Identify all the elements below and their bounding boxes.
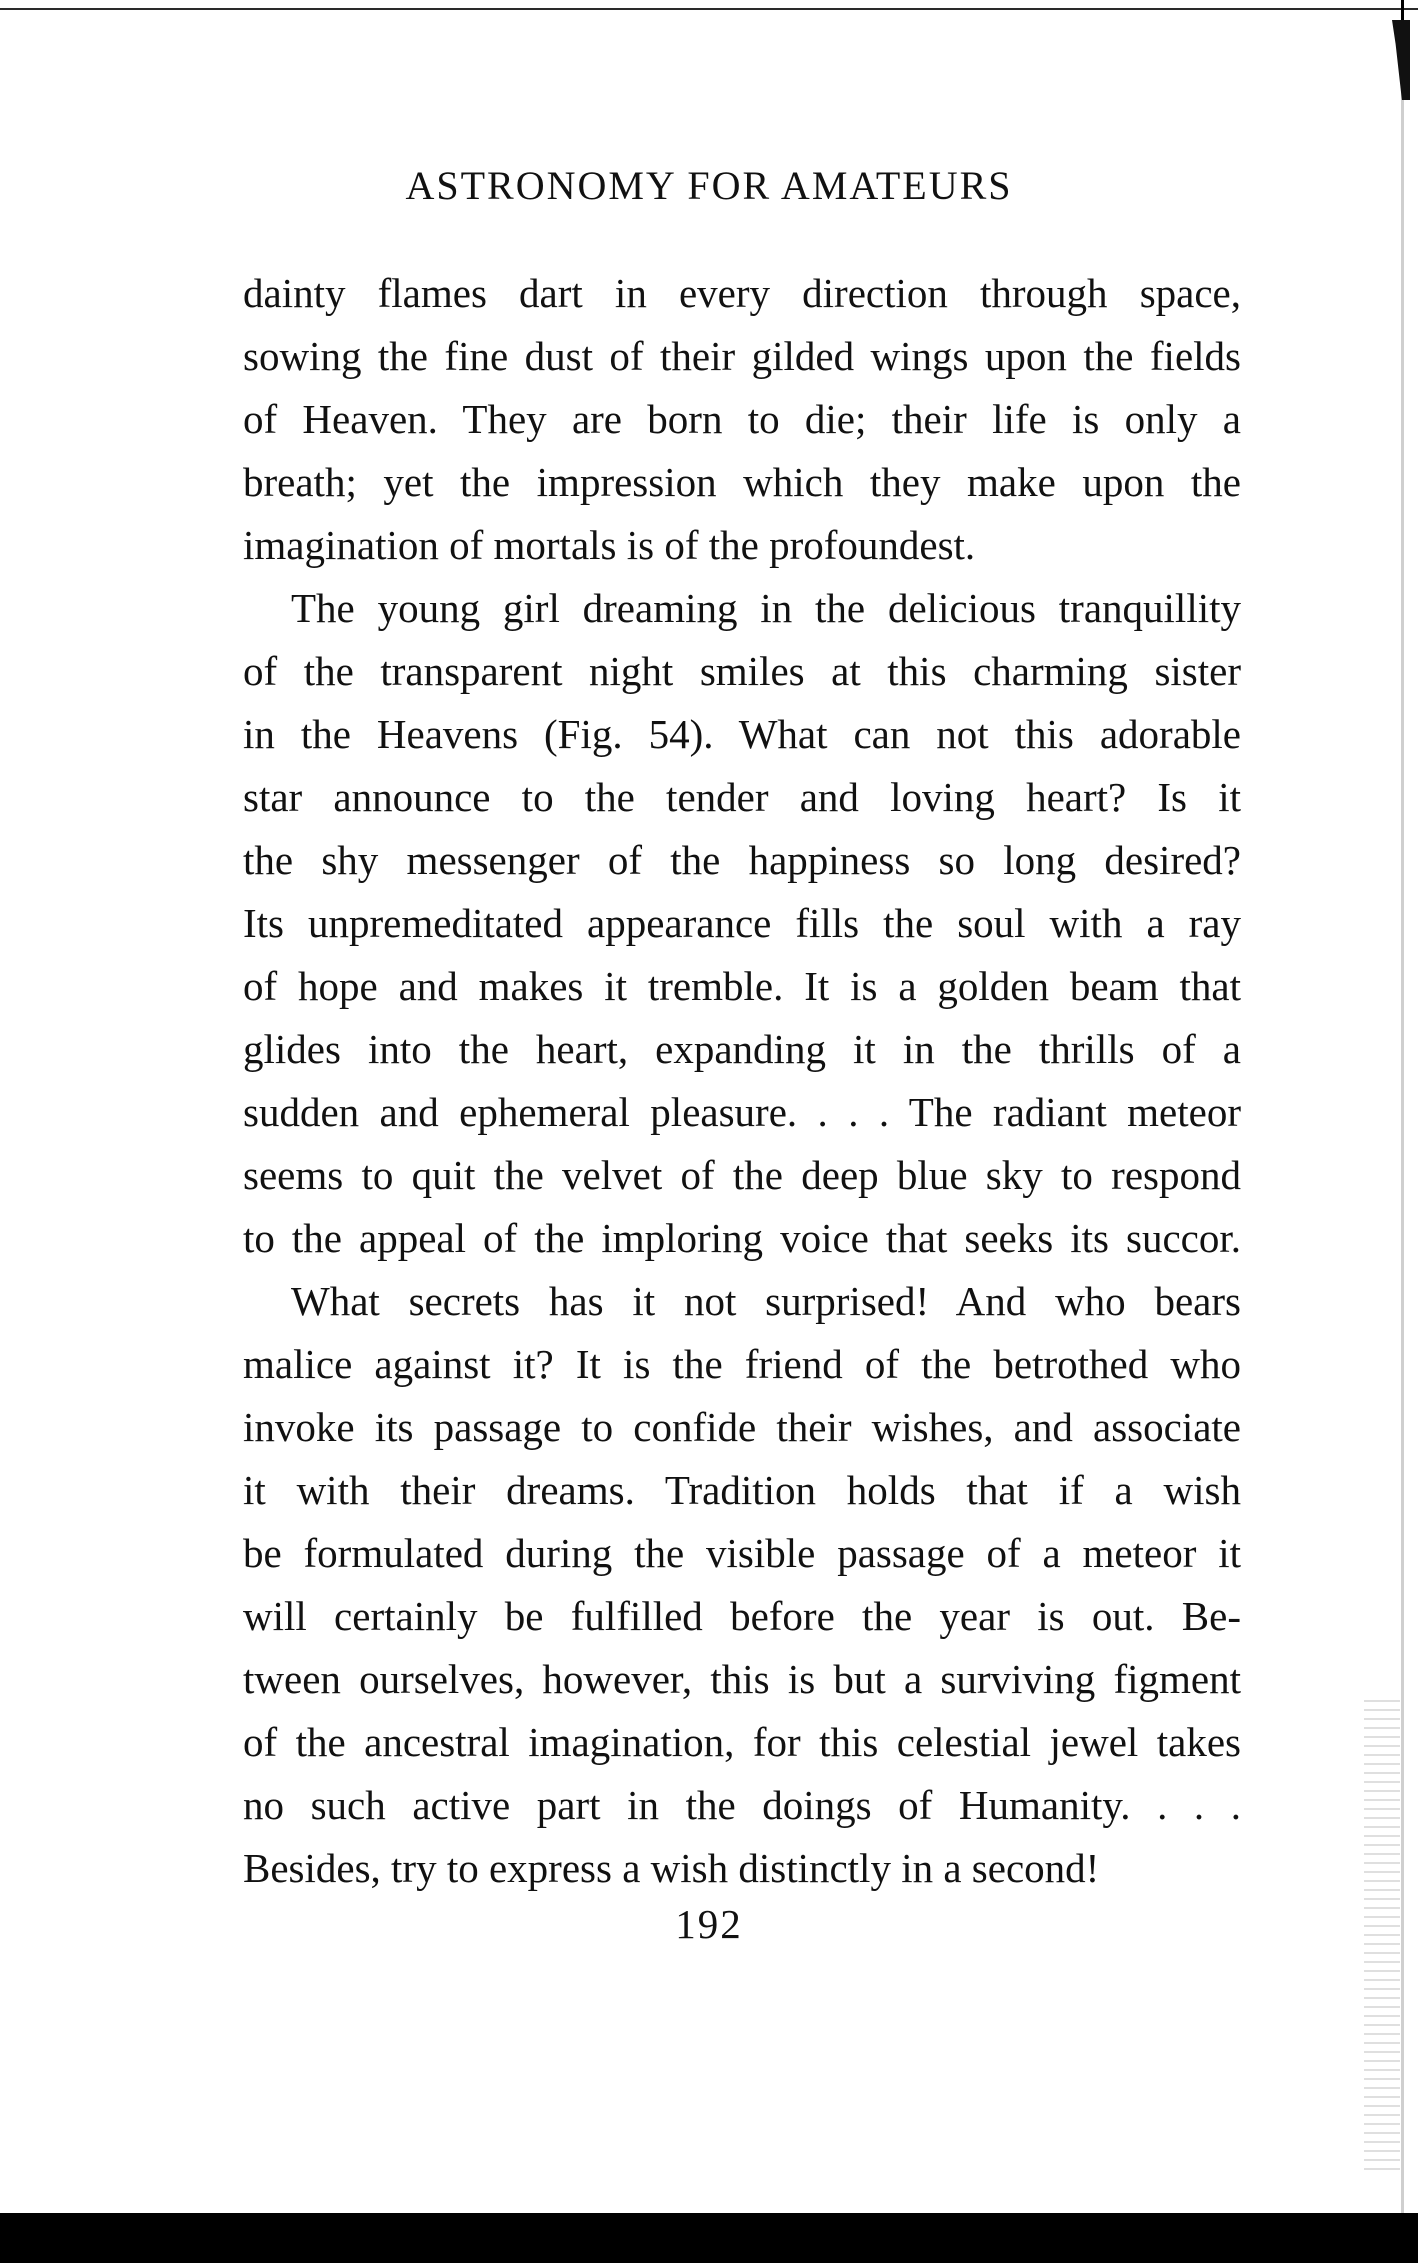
body-text xyxy=(243,262,1241,1900)
text-line: of the transparent night smiles at this charming sister xyxy=(243,648,1241,694)
scan-bottom-edge xyxy=(0,2213,1418,2263)
text-line: sowing the fine dust of their gilded wings upon the fields xyxy=(243,333,1241,379)
scan-corner-mark xyxy=(1392,20,1410,100)
text-line: of the ancestral imagination, for this celestial jewel takes xyxy=(243,1719,1241,1765)
text-line: imagination of mortals is of the profoundest. xyxy=(243,522,976,568)
text-line: seems to quit the velvet of the deep blue sky to respond xyxy=(243,1152,1241,1198)
page-number: 192 xyxy=(675,1901,743,1947)
text-line: of Heaven. They are born to die; their life is only a xyxy=(243,396,1241,442)
text-line: to the appeal of the imploring voice that seeks its succor. xyxy=(243,1215,1241,1261)
text-line: invoke its passage to confide their wishes, and associate xyxy=(243,1404,1241,1450)
text-line: Besides, try to express a wish distinctly in a second! xyxy=(243,1845,1100,1891)
running-head: ASTRONOMY FOR AMATEURS xyxy=(405,163,1013,208)
text-line: malice against it? It is the friend of the betrothed who xyxy=(243,1341,1241,1387)
paragraph xyxy=(243,1270,1241,1900)
text-line: tween ourselves, however, this is but a surviving figment xyxy=(243,1656,1241,1702)
text-line: star announce to the tender and loving heart? Is it xyxy=(243,774,1241,820)
text-line: dainty flames dart in every direction through space, xyxy=(243,270,1241,316)
text-line: What secrets has it not surprised! And who bears xyxy=(291,1278,1241,1324)
text-line: of hope and makes it tremble. It is a golden beam that xyxy=(243,963,1241,1009)
text-line: sudden and ephemeral pleasure. . . . The radiant meteor xyxy=(243,1089,1241,1135)
paragraph xyxy=(243,262,1241,577)
text-line: be formulated during the visible passage of a meteor it xyxy=(243,1530,1241,1576)
page-top-rule xyxy=(0,8,1418,10)
text-line: glides into the heart, expanding it in the thrills of a xyxy=(243,1026,1241,1072)
text-line: no such active part in the doings of Humanity. . . . xyxy=(243,1782,1241,1828)
text-line: in the Heavens (Fig. 54). What can not this adorable xyxy=(243,711,1241,757)
paragraph xyxy=(243,577,1241,1270)
text-line: breath; yet the impression which they make upon the xyxy=(243,459,1241,505)
text-line: The young girl dreaming in the delicious tranquillity xyxy=(291,585,1241,631)
text-line: the shy messenger of the happiness so long desired? xyxy=(243,837,1241,883)
text-line: Its unpremeditated appearance fills the soul with a ray xyxy=(243,900,1241,946)
text-line: will certainly be fulfilled before the year is out. Be- xyxy=(243,1593,1241,1639)
text-line: it with their dreams. Tradition holds that if a wish xyxy=(243,1467,1241,1513)
